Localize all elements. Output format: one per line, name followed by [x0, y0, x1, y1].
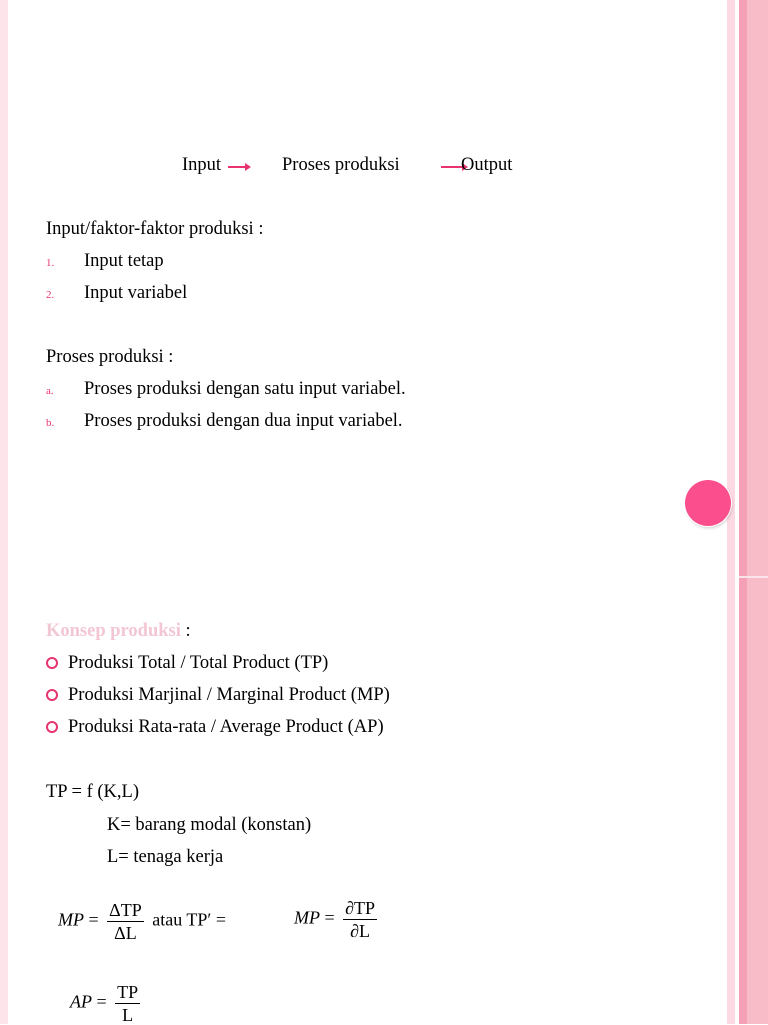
- right-border-separator: [739, 576, 768, 578]
- list-item: Input variabel: [84, 283, 188, 303]
- flow-input: Input: [182, 155, 222, 175]
- flow-output: Output: [461, 155, 513, 175]
- konsep-heading-line: [46, 620, 191, 642]
- list-item: Produksi Rata-rata / Average Product (AP): [68, 717, 384, 737]
- list-item: Input tetap: [84, 251, 164, 271]
- list-marker: b.: [46, 417, 55, 429]
- list-item: Produksi Total / Total Product (TP): [68, 653, 329, 673]
- arrow-right-icon: [228, 166, 248, 168]
- mp-fraction-delta: [107, 900, 144, 943]
- process-heading: Proses produksi :: [46, 347, 174, 367]
- k-definition: K= barang modal (konstan): [107, 815, 312, 835]
- fraction-numerator: ∂TP: [345, 898, 376, 918]
- circle-bullet-icon: [46, 689, 58, 701]
- tp-equation: TP = f (K,L): [46, 782, 139, 802]
- fraction-denominator: ∂L: [350, 921, 371, 941]
- konsep-heading: Konsep produksi: [46, 621, 181, 641]
- ap-symbol: AP: [70, 991, 92, 1012]
- fraction-denominator: L: [122, 1005, 134, 1025]
- mp-formula: [58, 900, 226, 943]
- atau-text: atau TP′ =: [152, 909, 226, 930]
- flow-process: Proses produksi: [282, 155, 400, 175]
- fraction-numerator: TP: [117, 982, 139, 1002]
- fraction-numerator: ΔTP: [109, 900, 142, 920]
- konsep-colon: :: [180, 621, 191, 641]
- left-border: [0, 0, 8, 1024]
- mp-symbol: MP: [58, 909, 84, 930]
- list-item: Proses produksi dengan satu input variabel.: [84, 379, 406, 399]
- list-marker: 2.: [46, 289, 55, 301]
- equals-sign: =: [88, 909, 99, 930]
- mp-formula-partial: [294, 898, 381, 941]
- list-item: Produksi Marjinal / Marginal Product (MP): [68, 685, 390, 705]
- right-border-outer: [747, 0, 768, 1024]
- fraction-denominator: ΔL: [114, 923, 137, 943]
- pink-circle-decoration: [685, 480, 731, 526]
- equals-sign: =: [324, 907, 335, 928]
- circle-bullet-icon: [46, 721, 58, 733]
- list-item: Proses produksi dengan dua input variabel.: [84, 411, 403, 431]
- factors-heading: Input/faktor-faktor produksi :: [46, 219, 264, 239]
- mp-symbol: MP: [294, 907, 320, 928]
- equals-sign: =: [96, 991, 107, 1012]
- l-definition: L= tenaga kerja: [107, 847, 224, 867]
- list-marker: 1.: [46, 257, 55, 269]
- list-marker: a.: [46, 385, 54, 397]
- ap-formula: [70, 982, 144, 1025]
- right-border-stripe: [739, 0, 747, 1024]
- mp-fraction-partial: [343, 898, 377, 941]
- circle-bullet-icon: [46, 657, 58, 669]
- ap-fraction: [115, 982, 140, 1025]
